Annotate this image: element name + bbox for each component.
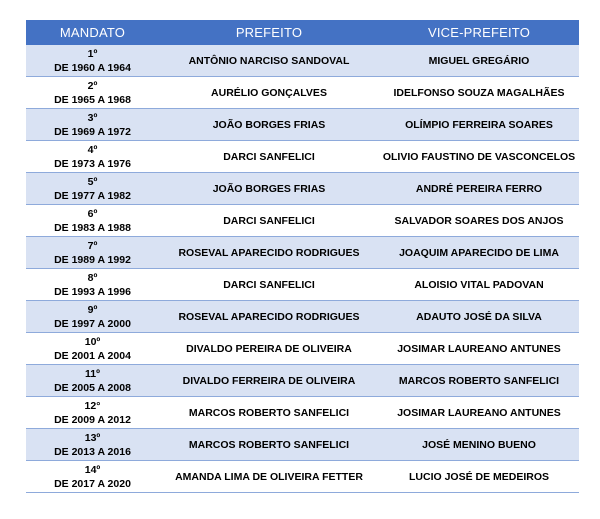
table-row	[26, 429, 579, 461]
header-row	[26, 20, 579, 45]
mandato-ordinal: 13º	[84, 431, 101, 444]
mayors-table	[26, 20, 579, 493]
vice-prefeito-cell: IDELFONSO SOUZA MAGALHÃES	[379, 77, 579, 109]
mandato-period: DE 1993 A 1996	[54, 285, 131, 298]
header-prefeito: PREFEITO	[159, 20, 379, 45]
table-row	[26, 397, 579, 429]
vice-prefeito-cell: OLIVIO FAUSTINO DE VASCONCELOS	[379, 141, 579, 173]
mandato-period: DE 1983 A 1988	[54, 221, 131, 234]
prefeito-cell: DARCI SANFELICI	[159, 269, 379, 301]
vice-prefeito-cell: JOAQUIM APARECIDO DE LIMA	[379, 237, 579, 269]
prefeito-cell: AMANDA LIMA DE OLIVEIRA FETTER	[159, 461, 379, 493]
vice-prefeito-cell: ADAUTO JOSÉ DA SILVA	[379, 301, 579, 333]
table-row	[26, 205, 579, 237]
vice-prefeito-cell: MIGUEL GREGÁRIO	[379, 45, 579, 77]
mandato-ordinal: 12°	[84, 399, 101, 412]
mandato-cell	[26, 141, 159, 173]
vice-prefeito-cell: LUCIO JOSÉ DE MEDEIROS	[379, 461, 579, 493]
mandato-ordinal: 11º	[85, 367, 100, 380]
mandato-cell	[26, 333, 159, 365]
prefeito-cell: ANTÔNIO NARCISO SANDOVAL	[159, 45, 379, 77]
mandato-ordinal: 6º	[87, 207, 98, 220]
mandato-cell	[26, 109, 159, 141]
mandato-cell	[26, 269, 159, 301]
prefeito-cell: JOÃO BORGES FRIAS	[159, 109, 379, 141]
mandato-period: DE 2017 A 2020	[54, 477, 131, 490]
mandato-period: DE 2009 A 2012	[54, 413, 131, 426]
vice-prefeito-cell: ALOISIO VITAL PADOVAN	[379, 269, 579, 301]
mandato-ordinal: 14º	[84, 463, 101, 476]
mandato-period: DE 2001 A 2004	[54, 349, 131, 362]
table-row	[26, 77, 579, 109]
mandato-cell	[26, 77, 159, 109]
table-row	[26, 461, 579, 493]
prefeito-cell: DARCI SANFELICI	[159, 141, 379, 173]
mandato-period: DE 2005 A 2008	[54, 381, 131, 394]
prefeito-cell: JOÃO BORGES FRIAS	[159, 173, 379, 205]
mandato-ordinal: 9º	[87, 303, 98, 316]
mandato-cell	[26, 237, 159, 269]
mandato-period: DE 1997 A 2000	[54, 317, 131, 330]
mandato-cell	[26, 397, 159, 429]
mandato-ordinal: 1º	[87, 47, 98, 60]
table-row	[26, 333, 579, 365]
table-row	[26, 237, 579, 269]
mandato-period: DE 1977 A 1982	[54, 189, 131, 202]
prefeito-cell: AURÉLIO GONÇALVES	[159, 77, 379, 109]
mandato-cell	[26, 45, 159, 77]
vice-prefeito-cell: JOSIMAR LAUREANO ANTUNES	[379, 333, 579, 365]
prefeito-cell: DIVALDO PEREIRA DE OLIVEIRA	[159, 333, 379, 365]
mandato-ordinal: 5º	[87, 175, 98, 188]
mandato-cell	[26, 301, 159, 333]
table-row	[26, 269, 579, 301]
mandato-period: DE 1973 A 1976	[54, 157, 131, 170]
mandato-cell	[26, 365, 159, 397]
prefeito-cell: MARCOS ROBERTO SANFELICI	[159, 397, 379, 429]
mandato-ordinal: 10º	[84, 335, 101, 348]
mandato-period: DE 1989 A 1992	[54, 253, 131, 266]
vice-prefeito-cell: JOSIMAR LAUREANO ANTUNES	[379, 397, 579, 429]
mandato-ordinal: 3º	[87, 111, 98, 124]
prefeito-cell: ROSEVAL APARECIDO RODRIGUES	[159, 301, 379, 333]
prefeito-cell: DARCI SANFELICI	[159, 205, 379, 237]
vice-prefeito-cell: OLÍMPIO FERREIRA SOARES	[379, 109, 579, 141]
prefeito-cell: DIVALDO FERREIRA DE OLIVEIRA	[159, 365, 379, 397]
table-row	[26, 173, 579, 205]
header-mandato: MANDATO	[26, 20, 159, 45]
mandato-ordinal: 7º	[87, 239, 98, 252]
mandato-cell	[26, 429, 159, 461]
vice-prefeito-cell: MARCOS ROBERTO SANFELICI	[379, 365, 579, 397]
vice-prefeito-cell: ANDRÉ PEREIRA FERRO	[379, 173, 579, 205]
mandato-cell	[26, 173, 159, 205]
table-row	[26, 365, 579, 397]
mandato-period: DE 1965 A 1968	[54, 93, 131, 106]
mandato-cell	[26, 205, 159, 237]
vice-prefeito-cell: JOSÉ MENINO BUENO	[379, 429, 579, 461]
mandato-period: DE 2013 A 2016	[54, 445, 131, 458]
table-row	[26, 109, 579, 141]
table-row	[26, 45, 579, 77]
table-row	[26, 301, 579, 333]
mandato-ordinal: 8º	[87, 271, 98, 284]
table-row	[26, 141, 579, 173]
header-vice-prefeito: VICE-PREFEITO	[379, 20, 579, 45]
mandato-period: DE 1960 A 1964	[54, 61, 131, 74]
mandato-cell	[26, 461, 159, 493]
mandato-ordinal: 4º	[87, 143, 98, 156]
prefeito-cell: MARCOS ROBERTO SANFELICI	[159, 429, 379, 461]
prefeito-cell: ROSEVAL APARECIDO RODRIGUES	[159, 237, 379, 269]
mandato-period: DE 1969 A 1972	[54, 125, 131, 138]
mandato-ordinal: 2º	[87, 79, 98, 92]
vice-prefeito-cell: SALVADOR SOARES DOS ANJOS	[379, 205, 579, 237]
